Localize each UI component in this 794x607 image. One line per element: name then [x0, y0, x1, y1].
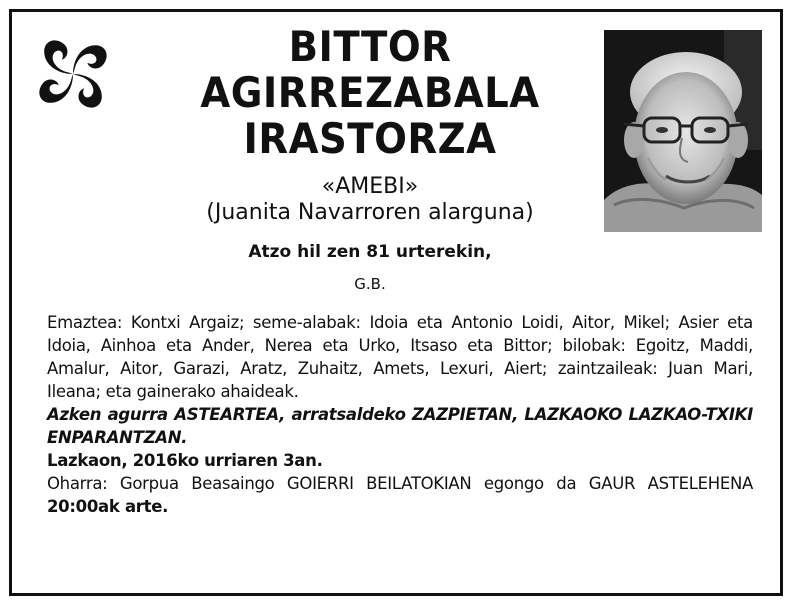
- portrait-photo: [604, 30, 762, 232]
- note-main: Oharra: Gorpua Beasaingo GOIERRI BEILATOKIAN egongo da GAUR ASTELEHENA: [47, 474, 753, 493]
- family-list: Emaztea: Kontxi Argaiz; seme-alabak: Idoia eta Antonio Loidi, Aitor, Mikel; Asier eta Idoia, Ainhoa eta Ander, Nerea eta Urko, Itsaso eta Bittor; bilobak: Egoitz, Maddi, Amalur, Aitor, Garazi, Aratz, Zuhaitz, Amets, Lexuri, Aiert; zaintzaileak: Juan Mari, Ileana; eta gainerako ahaideak.: [47, 313, 753, 401]
- deceased-surname-2: IRASTORZA: [243, 114, 497, 163]
- death-note: Atzo hil zen 81 urterekin,: [248, 242, 492, 262]
- deceased-first-name: BITTOR: [288, 22, 452, 71]
- place-and-date: Lazkaon, 2016ko urriaren 3an.: [47, 451, 323, 470]
- obituary-body: [47, 311, 753, 518]
- spouse-note: (Juanita Navarroren alarguna): [206, 200, 534, 225]
- rest-in-peace-abbrev: G.B.: [354, 275, 386, 293]
- funeral-announcement: Azken agurra ASTEARTEA, arratsaldeko ZAZPIETAN, LAZKAOKO LAZKAO-TXIKI ENPARANTZAN.: [47, 405, 753, 447]
- nickname: «AMEBI»: [321, 174, 419, 199]
- lauburu-icon: [33, 34, 113, 114]
- note-time: 20:00ak arte.: [47, 497, 169, 516]
- note-text: [47, 472, 753, 518]
- deceased-surname-1: AGIRREZABALA: [200, 68, 540, 117]
